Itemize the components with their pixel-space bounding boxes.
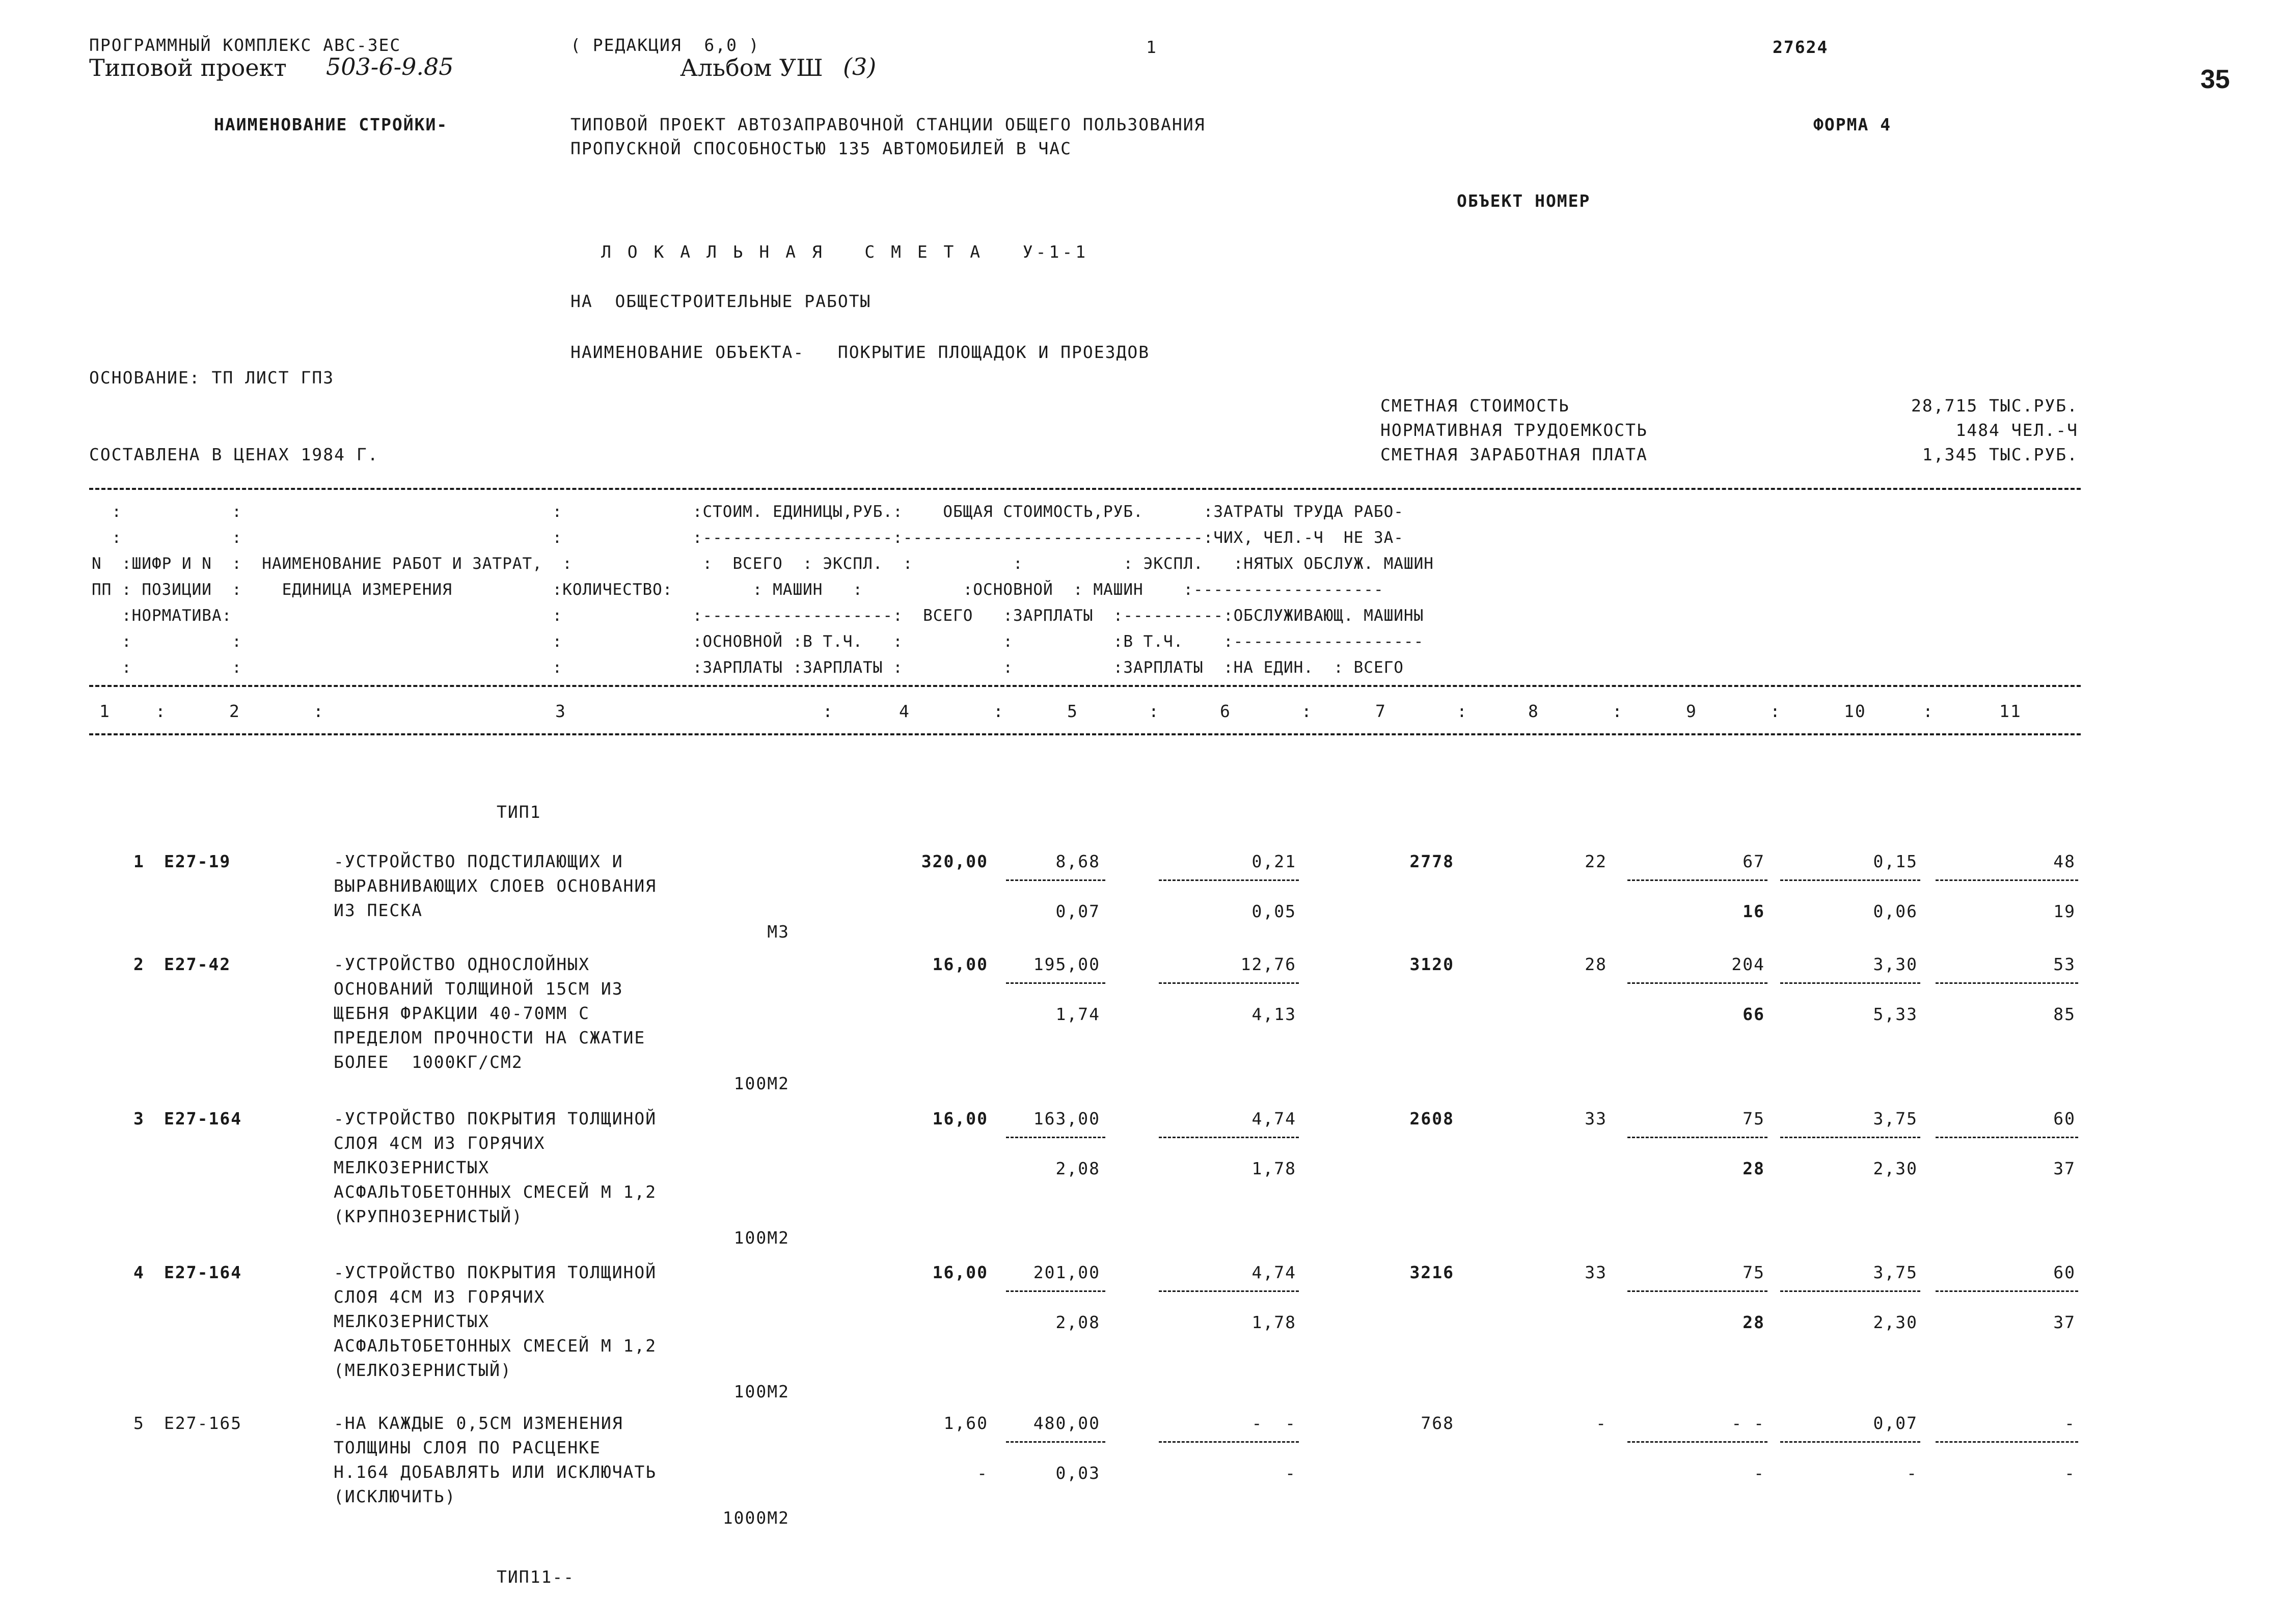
row-base-wage-per-unit: 0,07 — [1055, 901, 1100, 921]
row-separator — [1936, 1137, 2078, 1138]
row-description-line: СЛОЯ 4СМ ИЗ ГОРЯЧИХ — [334, 1133, 546, 1153]
table-header-line: : : : :СТОИМ. ЕДИНИЦЫ,РУБ.: ОБЩАЯ СТОИМОСТЬ,РУБ. :ЗАТРАТЫ ТРУДА РАБО- — [92, 503, 1404, 521]
row-description-line: -УСТРОЙСТВО ОДНОСЛОЙНЫХ — [334, 954, 590, 974]
row-separator — [1936, 982, 2078, 984]
row-machinist-labor-total: - — [2064, 1463, 2076, 1483]
row-unit-cost-total: 195,00 — [1033, 954, 1100, 974]
row-description-line: -УСТРОЙСТВО ПОКРЫТИЯ ТОЛЩИНОЙ — [334, 1109, 657, 1128]
row-labor-total: 60 — [2053, 1262, 2076, 1282]
row-description-line: -УСТРОЙСТВО ПОДСТИЛАЮЩИХ И — [334, 851, 623, 871]
row-description-line: -НА КАЖДЫЕ 0,5СМ ИЗМЕНЕНИЯ — [334, 1413, 623, 1433]
header-top-rule — [89, 488, 2081, 490]
row-number: 1 — [133, 851, 145, 871]
row-labor-total: 48 — [2053, 851, 2076, 871]
form-number: ФОРМА 4 — [1813, 115, 1892, 134]
construction-line2: ПРОПУСКНОЙ СПОСОБНОСТЬЮ 135 АВТОМОБИЛЕЙ В ЧАС — [570, 139, 1072, 158]
row-separator — [1006, 1137, 1105, 1138]
row-number: 3 — [133, 1109, 145, 1128]
row-total-machines: 204 — [1731, 954, 1765, 974]
row-separator — [1627, 879, 1767, 881]
colnum-sep: : — [1770, 701, 1781, 721]
row-description-line: ЩЕБНЯ ФРАКЦИИ 40-70ММ С — [334, 1003, 590, 1023]
row-total-cost: 768 — [1421, 1413, 1454, 1433]
row-total-cost: 2778 — [1409, 851, 1454, 871]
row-unit-cost-machines: 4,74 — [1251, 1109, 1296, 1128]
row-total-wages: 33 — [1585, 1109, 1607, 1128]
header-bottom-rule — [89, 733, 2081, 735]
row-number: 2 — [133, 954, 145, 974]
row-description-line: АСФАЛЬТОБЕТОННЫХ СМЕСЕЙ М 1,2 — [334, 1336, 657, 1356]
project-number: 503-6-9.85 — [326, 53, 454, 80]
table-header-line: : : : :-------------------:------------------------------:ЧИХ, ЧЕЛ.-Ч НЕ ЗА- — [92, 529, 1404, 547]
row-total-wages: 22 — [1585, 851, 1607, 871]
row-separator — [1006, 1441, 1105, 1443]
colnum-sep: : — [1612, 701, 1623, 721]
row-description-line: ПРЕДЕЛОМ ПРОЧНОСТИ НА СЖАТИЕ — [334, 1028, 646, 1048]
object-number: ОБЪЕКТ НОМЕР — [1457, 191, 1591, 211]
row-total-cost: 2608 — [1409, 1109, 1454, 1128]
row-code: Е27-164 — [164, 1262, 242, 1282]
colnum-5: 5 — [1067, 701, 1078, 721]
row-description-line: -УСТРОЙСТВО ПОКРЫТИЯ ТОЛЩИНОЙ — [334, 1262, 657, 1282]
row-description-line: АСФАЛЬТОБЕТОННЫХ СМЕСЕЙ М 1,2 — [334, 1182, 657, 1202]
row-machinist-labor-total: 19 — [2053, 901, 2076, 921]
row-separator — [1159, 879, 1299, 881]
colnum-1: 1 — [99, 701, 111, 721]
row-separator — [1780, 982, 1920, 984]
row-number: 4 — [133, 1262, 145, 1282]
colnum-4: 4 — [899, 701, 910, 721]
row-code: Е27-42 — [164, 954, 231, 974]
colnum-9: 9 — [1686, 701, 1697, 721]
colnum-sep: : — [1457, 701, 1468, 721]
row-unit-cost-total: 163,00 — [1033, 1109, 1100, 1128]
row-machinist-labor-total: 37 — [2053, 1159, 2076, 1178]
row-quantity-secondary: - — [977, 1463, 988, 1483]
row-unit-cost-total: 8,68 — [1055, 851, 1100, 871]
row-description-line: СЛОЯ 4СМ ИЗ ГОРЯЧИХ — [334, 1287, 546, 1307]
row-machinist-labor-total: 85 — [2053, 1004, 2076, 1024]
row-machine-wage-per-unit: 1,78 — [1251, 1159, 1296, 1178]
row-separator — [1627, 1290, 1767, 1292]
row-description-line: ВЫРАВНИВАЮЩИХ СЛОЕВ ОСНОВАНИЯ — [334, 876, 657, 896]
row-base-wage-per-unit: 2,08 — [1055, 1312, 1100, 1332]
row-total-machines: 67 — [1743, 851, 1765, 871]
row-total-wages: - — [1596, 1413, 1607, 1433]
colnum-sep: : — [1149, 701, 1160, 721]
edition: ( РЕДАКЦИЯ 6,0 ) — [570, 35, 760, 55]
row-description-line: МЕЛКОЗЕРНИСТЫХ — [334, 1158, 490, 1177]
section-end-label: ТИП11-- — [497, 1567, 575, 1587]
summary-label-labor: НОРМАТИВНАЯ ТРУДОЕМКОСТЬ — [1380, 420, 1648, 440]
construction-label: НАИМЕНОВАНИЕ СТРОЙКИ- — [214, 115, 448, 134]
row-base-wage-per-unit: 1,74 — [1055, 1004, 1100, 1024]
row-machine-wage-per-unit: 4,13 — [1251, 1004, 1296, 1024]
row-separator — [1006, 1290, 1105, 1292]
row-description-line: МЕЛКОЗЕРНИСТЫХ — [334, 1311, 490, 1331]
row-machinist-labor-total: 37 — [2053, 1312, 2076, 1332]
colnum-sep: : — [1301, 701, 1313, 721]
project-label: Типовой проект — [89, 54, 287, 81]
row-machine-wage-per-unit: - — [1285, 1463, 1296, 1483]
page-center-number: 1 — [1146, 37, 1157, 57]
row-machine-wages-total: 28 — [1743, 1159, 1765, 1178]
row-labor-per-unit: 3,75 — [1873, 1262, 1918, 1282]
colnum-sep: : — [823, 701, 834, 721]
table-header-line: : : : :ЗАРПЛАТЫ :ЗАРПЛАТЫ : : :ЗАРПЛАТЫ :НА ЕДИН. : ВСЕГО — [92, 658, 1404, 677]
row-base-wage-per-unit: 2,08 — [1055, 1159, 1100, 1178]
table-header — [92, 499, 1434, 681]
basis: ОСНОВАНИЕ: ТП ЛИСТ ГП3 — [89, 368, 335, 388]
row-total-cost: 3120 — [1409, 954, 1454, 974]
summary-label-cost: СМЕТНАЯ СТОИМОСТЬ — [1380, 396, 1570, 416]
summary-value-labor: 1484 ЧЕЛ.-Ч — [1955, 420, 2078, 440]
row-code: Е27-165 — [164, 1413, 242, 1433]
row-separator — [1006, 982, 1105, 984]
row-machine-wage-per-unit: 1,78 — [1251, 1312, 1296, 1332]
section-label: ТИП1 — [497, 802, 541, 822]
row-quantity: 16,00 — [932, 1262, 988, 1282]
row-quantity: 16,00 — [932, 1109, 988, 1128]
row-labor-total: 60 — [2053, 1109, 2076, 1128]
construction-line1: ТИПОВОЙ ПРОЕКТ АВТОЗАПРАВОЧНОЙ СТАНЦИИ ОБЩЕГО ПОЛЬЗОВАНИЯ — [570, 115, 1206, 134]
header-mid-rule — [89, 685, 2081, 687]
row-separator — [1780, 879, 1920, 881]
row-total-wages: 28 — [1585, 954, 1607, 974]
estimate-subject: НА ОБЩЕСТРОИТЕЛЬНЫЕ РАБОТЫ — [570, 291, 872, 311]
row-machinist-labor-per-unit: 2,30 — [1873, 1312, 1918, 1332]
row-description-line: (КРУПНОЗЕРНИСТЫЙ) — [334, 1206, 523, 1226]
row-total-machines: - - — [1731, 1413, 1765, 1433]
colnum-sep: : — [1923, 701, 1934, 721]
row-machinist-labor-per-unit: - — [1907, 1463, 1918, 1483]
row-machine-wages-total: 66 — [1743, 1004, 1765, 1024]
colnum-sep: : — [155, 701, 167, 721]
summary-label-wages: СМЕТНАЯ ЗАРАБОТНАЯ ПЛАТА — [1380, 445, 1648, 464]
row-labor-per-unit: 0,07 — [1873, 1413, 1918, 1433]
row-quantity: 1,60 — [943, 1413, 988, 1433]
row-machine-wages-total: 16 — [1743, 901, 1765, 921]
row-separator — [1780, 1137, 1920, 1138]
row-total-machines: 75 — [1743, 1262, 1765, 1282]
row-quantity: 16,00 — [932, 954, 988, 974]
row-code: Е27-164 — [164, 1109, 242, 1128]
row-separator — [1006, 879, 1105, 881]
row-separator — [1936, 1290, 2078, 1292]
row-machinist-labor-per-unit: 0,06 — [1873, 901, 1918, 921]
row-description-line: ОСНОВАНИЙ ТОЛЩИНОЙ 15СМ ИЗ — [334, 979, 623, 999]
estimate-title: Л О К А Л Ь Н А Я С М Е Т А У-1-1 — [601, 242, 1089, 262]
table-header-line: N :ШИФР И N : НАИМЕНОВАНИЕ РАБОТ И ЗАТРАТ, : : ВСЕГО : ЭКСПЛ. : : : ЭКСПЛ. :НЯТЫХ ОБСЛУЖ. МАШИН — [92, 555, 1434, 573]
row-separator — [1159, 1441, 1299, 1443]
row-separator — [1159, 1137, 1299, 1138]
doc-code: 27624 — [1773, 37, 1829, 57]
row-total-cost: 3216 — [1409, 1262, 1454, 1282]
summary-value-wages: 1,345 ТЫС.РУБ. — [1922, 445, 2078, 464]
row-description-line: ТОЛЩИНЫ СЛОЯ ПО РАСЦЕНКЕ — [334, 1438, 601, 1457]
row-separator — [1627, 1137, 1767, 1138]
row-labor-total: 53 — [2053, 954, 2076, 974]
table-header-line: :НОРМАТИВА: : :-------------------: ВСЕГО :ЗАРПЛАТЫ :----------:ОБСЛУЖИВАЮЩ. МАШИНЫ — [92, 607, 1424, 625]
compiled-prices: СОСТАВЛЕНА В ЦЕНАХ 1984 Г. — [89, 445, 379, 464]
row-separator — [1780, 1441, 1920, 1443]
row-machinist-labor-per-unit: 5,33 — [1873, 1004, 1918, 1024]
colnum-6: 6 — [1220, 701, 1231, 721]
page-number: 35 — [2200, 65, 2230, 94]
row-separator — [1627, 982, 1767, 984]
row-labor-per-unit: 0,15 — [1873, 851, 1918, 871]
row-total-machines: 75 — [1743, 1109, 1765, 1128]
row-description-line: (ИСКЛЮЧИТЬ) — [334, 1487, 456, 1506]
row-unit-cost-machines: 12,76 — [1240, 954, 1296, 974]
colnum-sep: : — [313, 701, 324, 721]
row-unit-cost-machines: 4,74 — [1251, 1262, 1296, 1282]
colnum-8: 8 — [1528, 701, 1539, 721]
row-labor-per-unit: 3,30 — [1873, 954, 1918, 974]
row-description-line: БОЛЕЕ 1000КГ/СМ2 — [334, 1052, 523, 1072]
row-quantity: 320,00 — [921, 851, 988, 871]
colnum-3: 3 — [555, 701, 566, 721]
row-unit: 100М2 — [733, 1074, 790, 1093]
colnum-10: 10 — [1844, 701, 1866, 721]
summary-value-cost: 28,715 ТЫС.РУБ. — [1911, 396, 2078, 416]
program-name: ПРОГРАММНЫЙ КОМПЛЕКС АВС-3ЕС — [89, 35, 401, 55]
row-machine-wages-total: 28 — [1743, 1312, 1765, 1332]
row-total-wages: 33 — [1585, 1262, 1607, 1282]
table-header-line: ПП : ПОЗИЦИИ : ЕДИНИЦА ИЗМЕРЕНИЯ :КОЛИЧЕСТВО: : МАШИН : :ОСНОВНОЙ : МАШИН :------------------- — [92, 581, 1384, 599]
colnum-7: 7 — [1375, 701, 1386, 721]
row-unit-cost-machines: 0,21 — [1251, 851, 1296, 871]
row-machinist-labor-per-unit: 2,30 — [1873, 1159, 1918, 1178]
colnum-sep: : — [993, 701, 1004, 721]
row-base-wage-per-unit: 0,03 — [1055, 1463, 1100, 1483]
row-description-line: Н.164 ДОБАВЛЯТЬ ИЛИ ИСКЛЮЧАТЬ — [334, 1462, 657, 1482]
row-number: 5 — [133, 1413, 145, 1433]
row-unit: 100М2 — [733, 1228, 790, 1248]
colnum-11: 11 — [1999, 701, 2022, 721]
album-part: (3) — [843, 53, 877, 80]
row-unit: 1000М2 — [722, 1508, 790, 1528]
row-separator — [1627, 1441, 1767, 1443]
row-unit: М3 — [767, 922, 790, 942]
colnum-2: 2 — [229, 701, 240, 721]
row-machine-wages-total: - — [1754, 1463, 1765, 1483]
album-label: Альбом УШ — [680, 54, 823, 81]
row-separator — [1159, 982, 1299, 984]
row-unit-cost-machines: - - — [1251, 1413, 1296, 1433]
row-unit: 100М2 — [733, 1382, 790, 1401]
table-header-line: : : : :ОСНОВНОЙ :В Т.Ч. : : :В Т.Ч. :------------------- — [92, 632, 1424, 651]
object-name: НАИМЕНОВАНИЕ ОБЪЕКТА- ПОКРЫТИЕ ПЛОЩАДОК И ПРОЕЗДОВ — [570, 342, 1150, 362]
row-labor-total: - — [2064, 1413, 2076, 1433]
row-separator — [1936, 1441, 2078, 1443]
row-unit-cost-total: 480,00 — [1033, 1413, 1100, 1433]
row-machine-wage-per-unit: 0,05 — [1251, 901, 1296, 921]
row-unit-cost-total: 201,00 — [1033, 1262, 1100, 1282]
row-separator — [1159, 1290, 1299, 1292]
row-labor-per-unit: 3,75 — [1873, 1109, 1918, 1128]
row-separator — [1780, 1290, 1920, 1292]
row-description-line: (МЕЛКОЗЕРНИСТЫЙ) — [334, 1360, 512, 1380]
row-code: Е27-19 — [164, 851, 231, 871]
row-separator — [1936, 879, 2078, 881]
row-description-line: ИЗ ПЕСКА — [334, 900, 423, 920]
